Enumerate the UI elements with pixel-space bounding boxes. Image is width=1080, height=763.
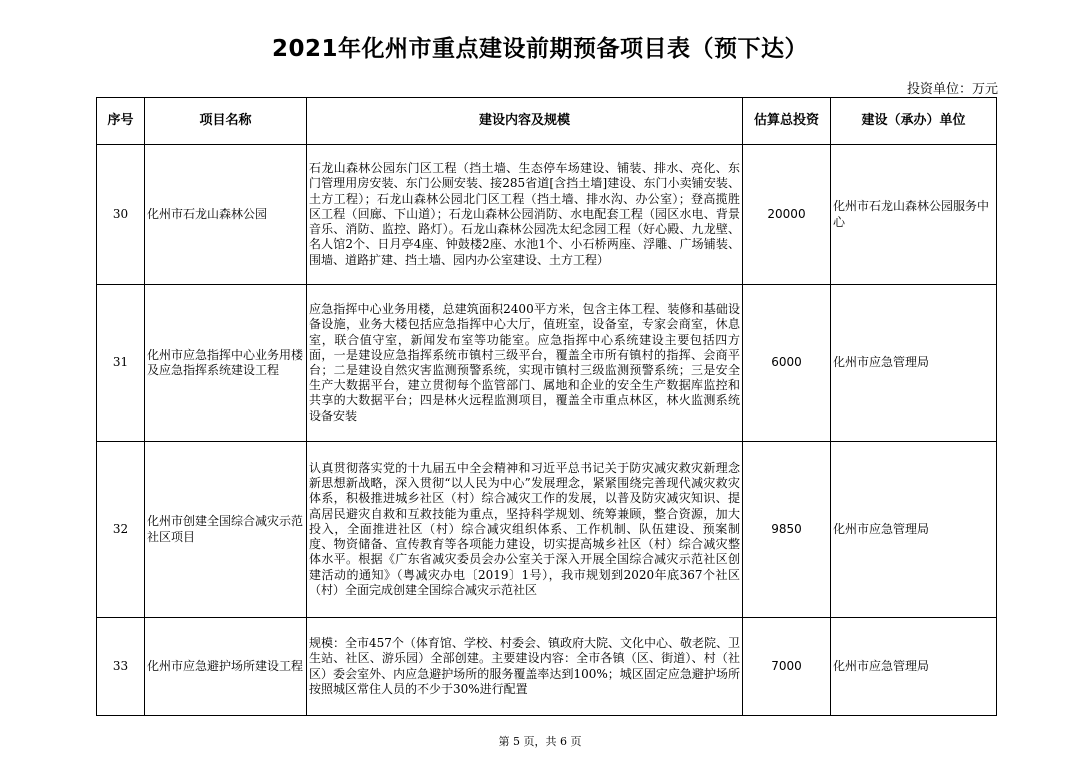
row-seq: 30 xyxy=(97,145,145,285)
row-investment: 9850 xyxy=(743,442,831,618)
row-project-name: 化州市创建全国综合减灾示范社区项目 xyxy=(145,442,307,618)
header-name: 项目名称 xyxy=(145,98,307,145)
row-seq: 32 xyxy=(97,442,145,618)
row-unit: 化州市应急管理局 xyxy=(831,442,997,618)
investment-unit-note: 投资单位：万元 xyxy=(906,82,998,97)
row-project-name: 化州市石龙山森林公园 xyxy=(145,145,307,285)
table-row xyxy=(97,285,997,442)
row-unit: 化州市石龙山森林公园服务中心 xyxy=(831,145,997,285)
page-title: 2021年化州市重点建设前期预备项目表（预下达） xyxy=(271,36,808,62)
page-footer: 第 5 页，共 6 页 xyxy=(498,735,582,748)
row-content: 石龙山森林公园东门区工程（挡土墙、生态停车场建设、铺装、排水、亮化、东门管理用房安装、东门公厕安装、接285省道[含挡土墙]建设、东门小卖铺安装、土方工程）；石龙山森林公园北门区工程（挡土墙、排水沟、办公室）；登高揽胜区工程（回廊、下山道）；石龙山森林公园消防、水电配套工程（园区水电、背景音乐、消防、监控、路灯）。石龙山森林公园冼太纪念园工程（好心殿、九龙壁、名人馆2个、日月亭4座、钟鼓楼2座、水池1个、小石桥两座、浮雕、广场铺装、围墙、道路扩建、挡土墙、园内办公室建设、土方工程） xyxy=(307,145,743,285)
row-investment: 20000 xyxy=(743,145,831,285)
header-content: 建设内容及规模 xyxy=(307,98,743,145)
row-seq: 33 xyxy=(97,618,145,716)
header-unit: 建设（承办）单位 xyxy=(831,98,997,145)
row-content: 应急指挥中心业务用楼，总建筑面积2400平方米，包含主体工程、装修和基础设备设施，业务大楼包括应急指挥中心大厅，值班室，设备室，专家会商室，休息室，联合值守室，新闻发布室等功能室。应急指挥中心系统建设主要包括四方面，一是建设应急指挥系统市镇村三级平台，覆盖全市所有镇村的指挥、会商平台；二是建设自然灾害监测预警系统，实现市镇村三级监测预警系统；三是安全生产大数据平台，建立贯彻每个监管部门、属地和企业的安全生产数据库监控和共享的大数据平台；四是林火远程监测项目，覆盖全市重点林区，林火监测系统设备安装 xyxy=(307,285,743,442)
row-unit: 化州市应急管理局 xyxy=(831,285,997,442)
table-header-row xyxy=(97,98,997,145)
table-row xyxy=(97,618,997,716)
row-investment: 7000 xyxy=(743,618,831,716)
table-row xyxy=(97,442,997,618)
row-unit: 化州市应急管理局 xyxy=(831,618,997,716)
row-content: 认真贯彻落实党的十九届五中全会精神和习近平总书记关于防灾减灾救灾新理念新思想新战略，深入贯彻“以人民为中心”发展理念，紧紧围绕完善现代减灾救灾体系，积极推进城乡社区（村）综合减灾工作的发展，以普及防灾减灾知识、提高居民避灾自救和互救技能为重点，坚持科学规划、统筹兼顾，整合资源，加大投入，全面推进社区（村）综合减灾组织体系、工作机制、队伍建设、预案制度、物资储备、宣传教育等各项能力建设，切实提高城乡社区（村）综合减灾整体水平。根据《广东省减灾委员会办公室关于深入开展全国综合减灾示范社区创建活动的通知》（粤减灾办电〔2019〕1号），我市规划到2020年底367个社区（村）全面完成创建全国综合减灾示范社区 xyxy=(307,442,743,618)
row-investment: 6000 xyxy=(743,285,831,442)
project-table xyxy=(96,97,997,716)
row-project-name: 化州市应急避护场所建设工程 xyxy=(145,618,307,716)
table-row xyxy=(97,145,997,285)
row-project-name: 化州市应急指挥中心业务用楼及应急指挥系统建设工程 xyxy=(145,285,307,442)
header-investment: 估算总投资 xyxy=(743,98,831,145)
header-seq: 序号 xyxy=(97,98,145,145)
row-seq: 31 xyxy=(97,285,145,442)
row-content: 规模：全市457个（体育馆、学校、村委会、镇政府大院、文化中心、敬老院、卫生站、社区、游乐园）全部创建。主要建设内容：全市各镇（区、街道）、村（社区）委会室外、内应急避护场所的服务覆盖率达到100%；城区固定应急避护场所按照城区常住人员的不少于30%进行配置 xyxy=(307,618,743,716)
